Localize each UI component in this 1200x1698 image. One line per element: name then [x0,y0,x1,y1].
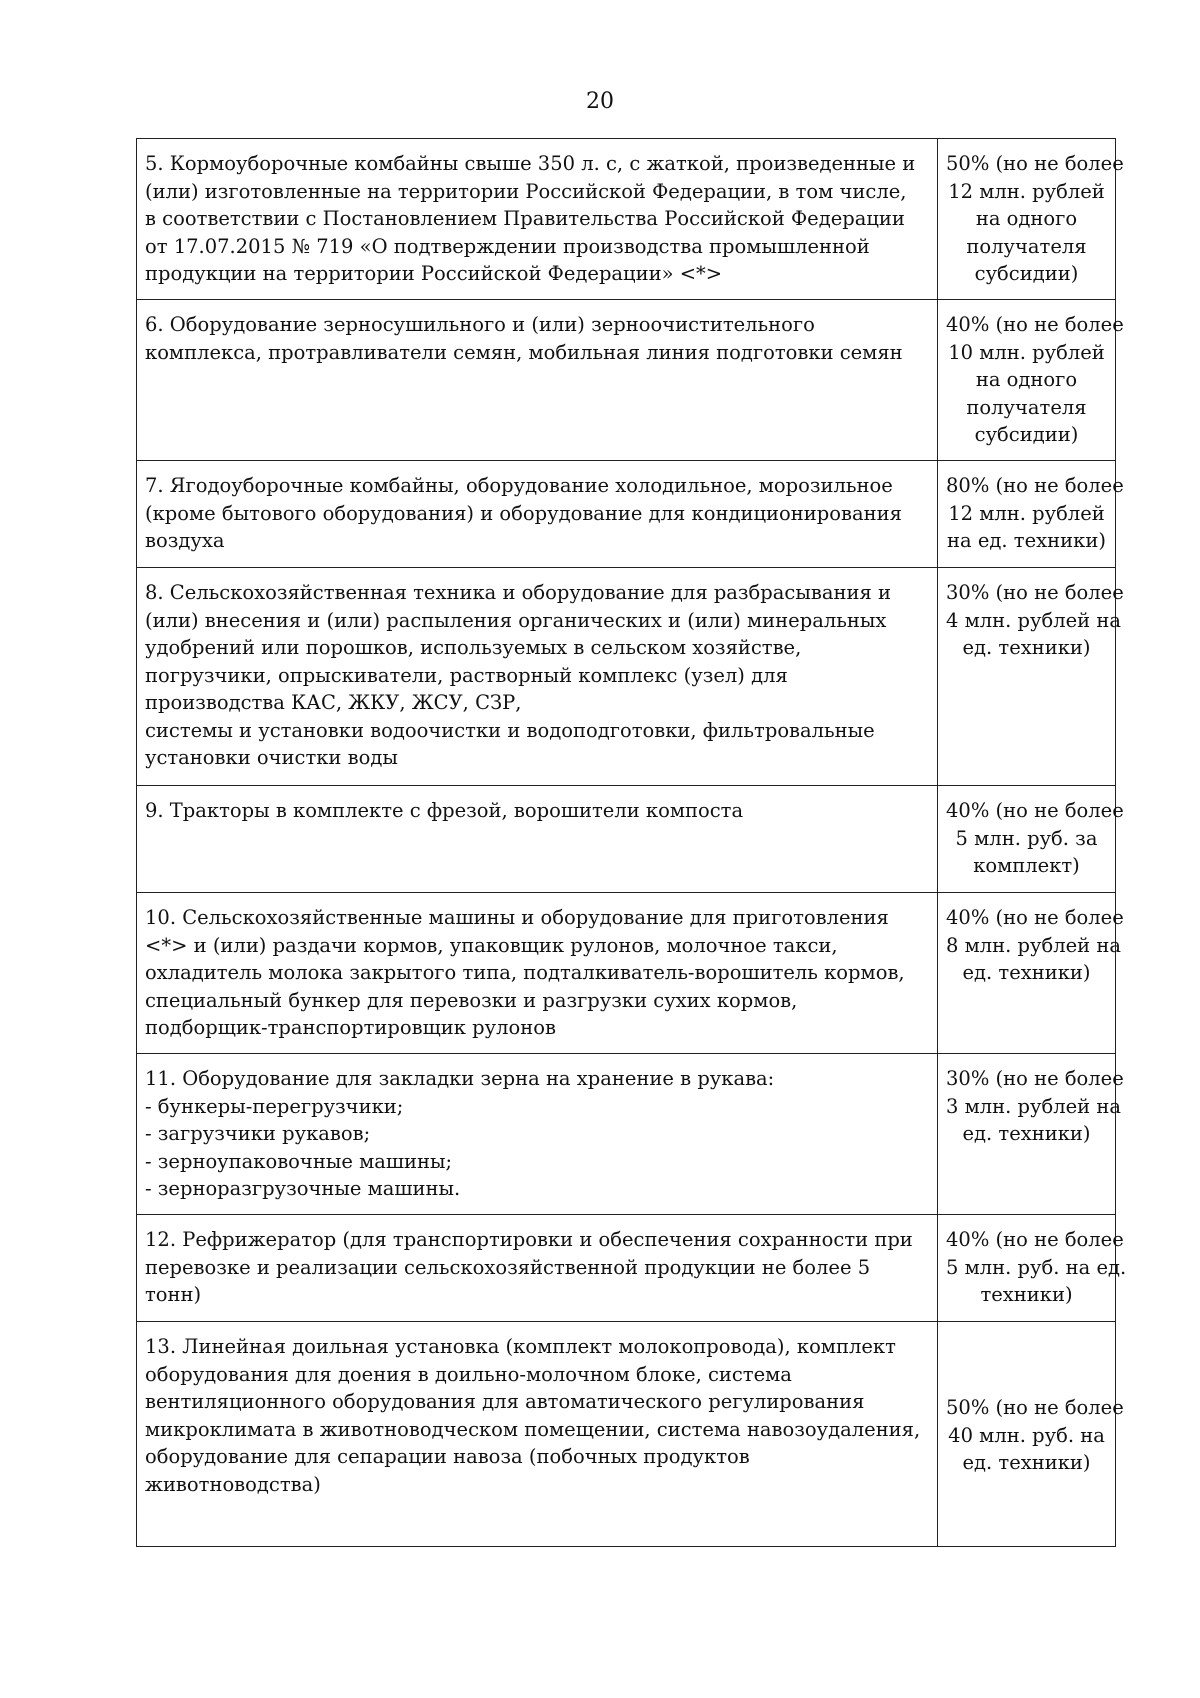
equipment-description-cell [137,139,938,300]
description-line: 10. Сельскохозяйственные машины и оборудование для приготовления [145,906,889,929]
description-line: - зерноразгрузочные машины. [145,1177,461,1200]
rate-line: 12 млн. рублей [948,501,1105,525]
subsidy-rate-cell [938,1054,1124,1215]
equipment-description-cell [137,1215,938,1322]
description-line: воздуха [145,529,225,552]
rate-line: ед. техники) [962,1451,1091,1475]
description-line: погрузчики, опрыскиватели, растворный комплекс (узел) для [145,663,788,687]
description-line: оборудования для доения в доильно-молочном блоке, система [145,1362,792,1386]
description-line: охладитель молока закрытого типа, подталкиватель-ворошитель кормов, [145,961,905,984]
table-row [137,1054,1116,1215]
description-line: 5. Кормоуборочные комбайны свыше 350 л. с, с жаткой, произведенные и [145,152,916,175]
subsidy-rate-cell [938,139,1124,300]
rate-line: на одного [975,368,1078,391]
subsidy-rate-cell [938,1322,1124,1547]
rate-line: 12 млн. рублей [948,179,1105,203]
table-row [137,893,1116,1054]
subsidy-rate-cell [938,568,1124,786]
description-line: от 17.07.2015 № 719 «О подтверждении производства промышленной [145,234,870,258]
subsidy-rate-cell [938,300,1124,461]
description-line: комплекса, протравливатели семян, мобильная линия подготовки семян [145,340,903,364]
rate-line: субсидии) [974,423,1079,446]
table-row [137,1322,1116,1547]
rate-line: техники) [980,1283,1073,1306]
description-line: в соответствии с Постановлением Правительства Российской Федерации [145,207,905,230]
description-line: производства КАС, ЖКУ, ЖСУ, СЗР, [145,691,522,714]
rate-line: 40% (но не более [946,1228,1124,1251]
rate-line: 30% (но не более [946,581,1124,604]
rate-line: на ед. техники) [947,529,1106,552]
rate-line: 4 млн. рублей на [946,608,1121,632]
rate-line: на одного [975,207,1078,230]
subsidy-table [136,138,1127,1547]
description-line: вентиляционного оборудования для автоматического регулирования [145,1390,865,1413]
description-line: (кроме бытового оборудования) и оборудование для кондиционирования [145,501,902,525]
description-line: продукции на территории Российской Федерации» <*> [145,262,723,285]
rate-line: 40% (но не более [946,799,1124,822]
equipment-description-cell [137,1322,938,1547]
rate-line: комплект) [973,854,1080,877]
rate-line: 10 млн. рублей [948,340,1105,364]
description-line: перевозке и реализации сельскохозяйственной продукции не более 5 [145,1255,871,1279]
rate-line: субсидии) [974,262,1079,285]
rate-line: 50% (но не более [946,152,1124,175]
rate-line: 40% (но не более [946,906,1124,929]
table-row [137,568,1116,786]
subsidy-rate-cell [938,786,1124,893]
subsidy-rate-cell [938,893,1124,1054]
table-row [137,786,1116,893]
rate-line: получателя [966,234,1087,258]
description-line: 12. Рефрижератор (для транспортировки и обеспечения сохранности при [145,1228,913,1251]
rate-line: 3 млн. рублей на [946,1094,1121,1118]
description-line: (или) внесения и (или) распыления органических и (или) минеральных [145,608,887,632]
description-line: подборщик-транспортировщик рулонов [145,1016,556,1039]
rate-line: 5 млн. руб. за [955,826,1098,850]
description-line: - загрузчики рукавов; [145,1122,371,1145]
equipment-description-cell [137,1054,938,1215]
rate-line: 30% (но не более [946,1067,1124,1090]
rate-line: ед. техники) [962,1122,1091,1145]
subsidy-rate-cell [938,1215,1127,1322]
description-line: (или) изготовленные на территории Российской Федерации, в том числе, [145,179,907,203]
description-line: микроклимата в животноводческом помещении, система навозоудаления, [145,1417,921,1441]
equipment-description-cell [137,300,938,461]
equipment-description-cell [137,568,938,786]
description-line: <*> и (или) раздачи кормов, упаковщик рулонов, молочное такси, [145,933,838,957]
description-line: удобрений или порошков, используемых в сельском хозяйстве, [145,636,802,659]
rate-line: ед. техники) [962,636,1091,659]
table-row [137,300,1116,461]
description-line: 6. Оборудование зерносушильного и (или) зерноочистительного [145,313,815,336]
description-line: животноводства) [145,1472,321,1496]
rate-line: 5 млн. руб. на ед. [946,1255,1127,1279]
subsidy-rate-cell [938,461,1124,568]
description-line: тонн) [145,1283,202,1306]
table-row [137,461,1116,568]
equipment-description-cell [137,893,938,1054]
rate-line: ед. техники) [962,961,1091,984]
description-line: 9. Тракторы в комплекте с фрезой, ворошители компоста [145,799,744,822]
description-line: оборудование для сепарации навоза (побочных продуктов [145,1445,750,1468]
description-line: 7. Ягодоуборочные комбайны, оборудование холодильное, морозильное [145,474,893,497]
rate-line: 40% (но не более [946,313,1124,336]
rate-line: 50% (но не более [946,1396,1124,1420]
rate-line: 8 млн. рублей на [946,933,1121,957]
description-line: - бункеры-перегрузчики; [145,1094,404,1118]
description-line: специальный бункер для перевозки и разгрузки сухих кормов, [145,988,798,1012]
rate-line: получателя [966,395,1087,419]
description-line: 13. Линейная доильная установка (комплект молокопровода), комплект [145,1335,896,1358]
table-row [137,1215,1116,1322]
rate-line: 80% (но не более [946,474,1124,497]
rate-line: 40 млн. руб. на [948,1423,1105,1447]
equipment-description-cell [137,786,938,893]
description-line: системы и установки водоочистки и водоподготовки, фильтровальные [145,718,875,742]
description-line: 11. Оборудование для закладки зерна на хранение в рукава: [145,1067,775,1090]
equipment-description-cell [137,461,938,568]
description-line: установки очистки воды [145,746,398,769]
description-line: - зерноупаковочные машины; [145,1149,453,1173]
page-number: 20 [586,89,614,114]
table-row [137,139,1116,300]
description-line: 8. Сельскохозяйственная техника и оборудование для разбрасывания и [145,581,891,604]
